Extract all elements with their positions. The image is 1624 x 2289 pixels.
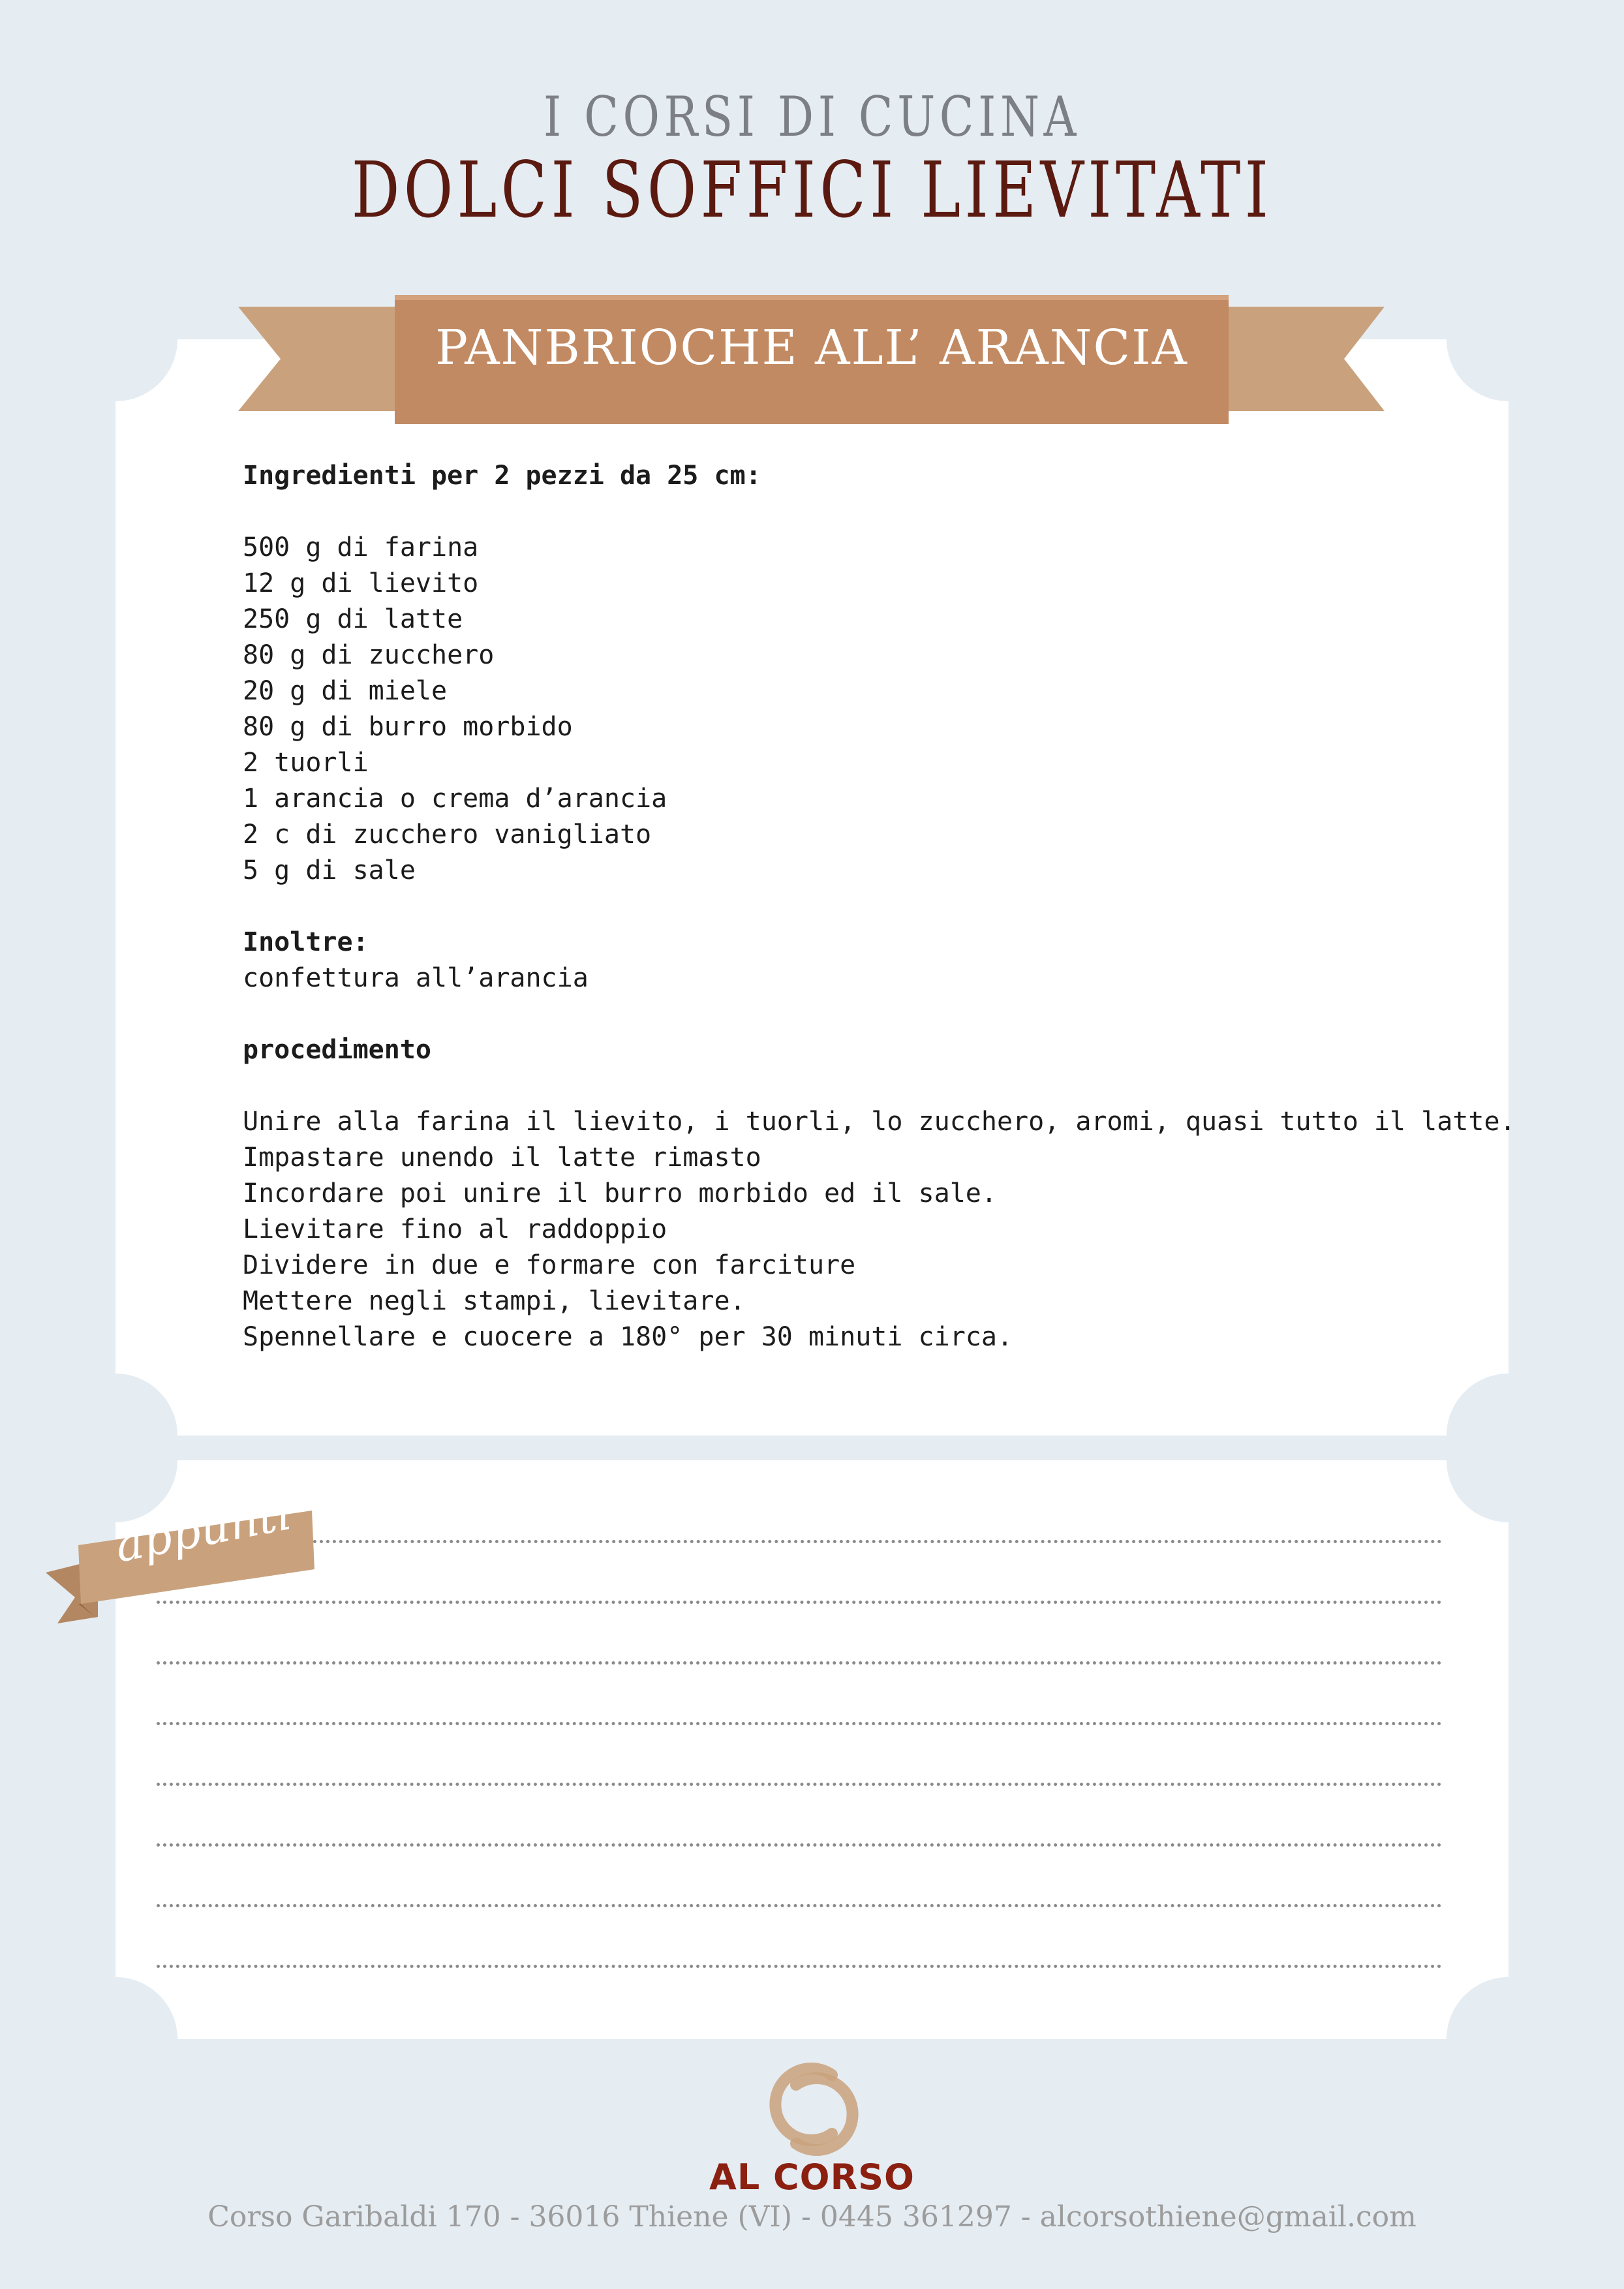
al-corso-logo-icon — [775, 2068, 852, 2150]
note-line[interactable] — [157, 1661, 1442, 1665]
procedure-step: Dividere in due e formare con farciture — [243, 1250, 856, 1280]
procedure-step: Spennellare e cuocere a 180° per 30 minuti circa. — [243, 1322, 1013, 1352]
ingredient-item: 2 tuorli — [243, 748, 369, 778]
ingredient-item: 12 g di lievito — [243, 568, 479, 598]
recipe-title: PANBRIOCHE ALL’ ARANCIA — [435, 320, 1188, 376]
procedure-step: Unire alla farina il lievito, i tuorli, lo zucchero, aromi, quasi tutto il latte. — [243, 1107, 1516, 1137]
brand-name: AL CORSO — [709, 2157, 915, 2198]
procedure-step: Incordare poi unire il burro morbido ed il sale. — [243, 1178, 997, 1208]
notes-card — [115, 1460, 1509, 2039]
ingredient-item: 500 g di farina — [243, 532, 479, 562]
ingredients-heading: Ingredienti per 2 pezzi da 25 cm: — [243, 461, 761, 491]
note-line[interactable] — [157, 1965, 1442, 1968]
ingredient-item: 80 g di burro morbido — [243, 712, 573, 742]
procedure-step: Lievitare fino al raddoppio — [243, 1214, 667, 1244]
note-line[interactable] — [157, 1843, 1442, 1847]
note-line[interactable] — [157, 1722, 1442, 1725]
note-line[interactable] — [313, 1540, 1442, 1543]
notes-label: appunti — [111, 1486, 296, 1573]
ingredient-item: 2 c di zucchero vanigliato — [243, 820, 652, 850]
note-line[interactable] — [157, 1783, 1442, 1786]
note-line[interactable] — [157, 1904, 1442, 1907]
procedure-step: Impastare unendo il latte rimasto — [243, 1143, 761, 1173]
ingredient-item: 80 g di zucchero — [243, 640, 495, 670]
recipe-body — [243, 458, 1516, 1355]
extra-heading: Inoltre: — [243, 927, 369, 957]
note-line[interactable] — [157, 1601, 1442, 1604]
extra-item: confettura all’arancia — [243, 963, 589, 993]
ingredient-item: 20 g di miele — [243, 676, 448, 706]
ingredient-item: 250 g di latte — [243, 604, 463, 634]
page-title: DOLCI SOFFICI LIEVITATI — [351, 145, 1273, 235]
course-subtitle: I CORSI DI CUCINA — [544, 85, 1080, 149]
procedure-step: Mettere negli stampi, lievitare. — [243, 1286, 746, 1316]
procedure-heading: procedimento — [243, 1035, 431, 1065]
ingredient-item: 1 arancia o crema d’arancia — [243, 784, 667, 814]
ingredient-item: 5 g di sale — [243, 855, 416, 885]
footer-address: Corso Garibaldi 170 - 36016 Thiene (VI) - 0445 361297 - alcorsothiene@gmail.com — [207, 2200, 1417, 2234]
